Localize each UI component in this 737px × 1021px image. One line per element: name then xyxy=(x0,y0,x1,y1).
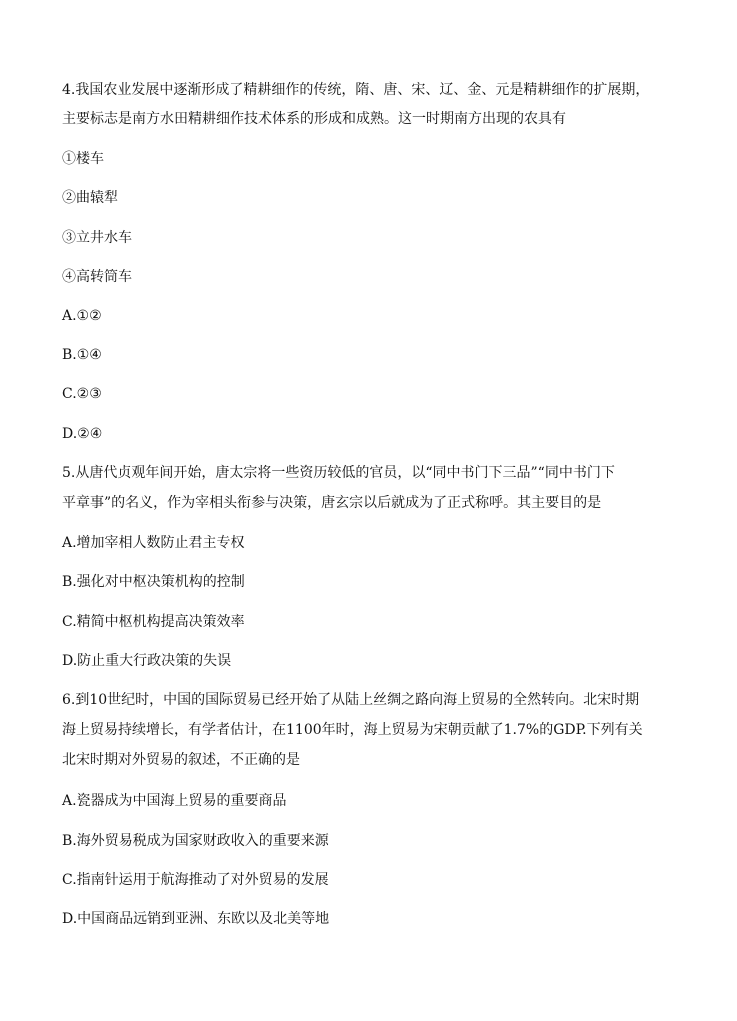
q5-stem-line-2: 平章事”的名义，作为宰相头衔参与决策，唐玄宗以后就成为了正式称呼。其主要目的是 xyxy=(62,495,602,511)
q5-option-b: B.强化对中枢决策机构的控制 xyxy=(62,574,245,590)
q6-stem-line-2: 海上贸易持续增长，有学者估计，在1100年时，海上贸易为宋朝贡献了1.7%的GDP.下列有关 xyxy=(62,722,643,738)
q5-option-c: C.精简中枢机构提高决策效率 xyxy=(62,614,245,630)
q6-option-b: B.海外贸易税成为国家财政收入的重要来源 xyxy=(62,833,329,849)
q6-option-a: A.瓷器成为中国海上贸易的重要商品 xyxy=(62,793,287,809)
q5-stem-line-1: 5.从唐代贞观年间开始，唐太宗将一些资历较低的官员，以“同中书门下三品”“同中书门下 xyxy=(62,465,615,481)
q4-item-3: ③立井水车 xyxy=(62,230,132,246)
q6-option-d: D.中国商品远销到亚洲、东欧以及北美等地 xyxy=(62,911,330,927)
q4-item-1: ①楼车 xyxy=(62,151,104,167)
q6-stem-line-3: 北宋时期对外贸易的叙述，不正确的是 xyxy=(62,752,300,768)
q6-option-c: C.指南针运用于航海推动了对外贸易的发展 xyxy=(62,872,329,888)
q4-option-c: C.②③ xyxy=(62,386,102,402)
q4-item-2: ②曲辕犁 xyxy=(62,190,118,206)
q4-option-b: B.①④ xyxy=(62,347,102,363)
q4-option-d: D.②④ xyxy=(62,426,103,442)
q4-item-4: ④高转筒车 xyxy=(62,269,132,285)
q6-stem-line-1: 6.到10世纪时，中国的国际贸易已经开始了从陆上丝绸之路向海上贸易的全然转向。北宋时期 xyxy=(62,692,640,708)
q4-option-a: A.①② xyxy=(62,308,102,324)
q4-stem-line-2: 主要标志是南方水田精耕细作技术体系的形成和成熟。这一时期南方出现的农具有 xyxy=(62,111,566,127)
q5-option-d: D.防止重大行政决策的失误 xyxy=(62,653,232,669)
q4-stem-line-1: 4.我国农业发展中逐渐形成了精耕细作的传统，隋、唐、宋、辽、金、元是精耕细作的扩展期， xyxy=(62,82,650,98)
q5-option-a: A.增加宰相人数防止君主专权 xyxy=(62,535,245,551)
